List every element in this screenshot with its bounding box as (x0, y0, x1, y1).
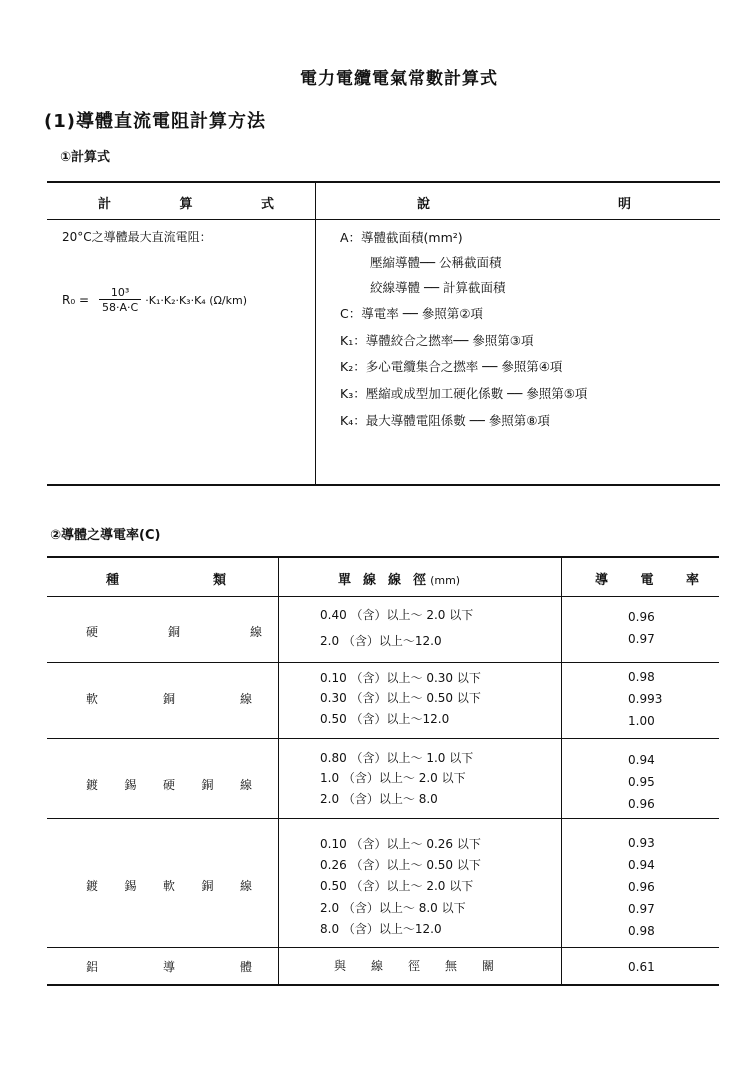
diameter-range: 0.10 （含）以上～ 0.30 以下 (320, 671, 481, 685)
diameter-range: 2.0 （含）以上～ 8.0 以下 (320, 901, 466, 915)
table2-column-divider (278, 558, 279, 984)
formula-numerator: 10³ (110, 286, 130, 299)
type-tinned-hard-copper-wire: 鍍 錫 硬 銅 線 (86, 778, 252, 792)
section-1-title: (1)導體直流電阻計算方法 (44, 111, 266, 132)
diameter-range: 0.30 （含）以上～ 0.50 以下 (320, 691, 481, 705)
description-line: K₄：最大導體電阻係數 ── 參照第⑧項 (340, 413, 550, 428)
formula-lhs: R₀ = (62, 293, 90, 307)
conductivity-value: 0.96 (628, 880, 655, 894)
table1-header-description: 說 明 (417, 197, 631, 212)
table2-column-divider (561, 558, 562, 984)
diameter-independent: 與 線 徑 無 關 (334, 959, 494, 973)
conductivity-value: 0.94 (628, 753, 655, 767)
table2-top-border (47, 556, 719, 558)
conductivity-value: 0.95 (628, 775, 655, 789)
diameter-range: 0.26 （含）以上～ 0.50 以下 (320, 858, 481, 872)
table2-row-divider (47, 662, 719, 663)
description-line: A：導體截面積(mm²) (340, 230, 463, 245)
diameter-range: 0.40 （含）以上～ 2.0 以下 (320, 608, 474, 622)
diameter-range: 8.0 （含）以上～12.0 (320, 922, 442, 936)
diameter-range: 0.50 （含）以上～ 2.0 以下 (320, 879, 474, 893)
table2-header-conductivity: 導 電 率 (595, 573, 699, 588)
diameter-range: 1.0 （含）以上～ 2.0 以下 (320, 771, 466, 785)
type-hard-copper-wire: 硬 銅 線 (86, 625, 262, 639)
conductivity-value: 0.993 (628, 692, 663, 706)
conductivity-value: 0.93 (628, 836, 655, 850)
type-aluminum-conductor: 鋁 導 體 (86, 960, 252, 974)
conductivity-value: 0.98 (628, 924, 655, 938)
subsection-1-label: ①計算式 (60, 150, 111, 165)
description-line: K₃：壓縮或成型加工硬化係數 ── 參照第⑤項 (340, 386, 588, 401)
conductivity-value: 0.96 (628, 610, 655, 624)
table2-row-divider (47, 818, 719, 819)
formula-denominator: 58·A·C (99, 299, 141, 314)
description-line: K₁：導體絞合之撚率── 參照第③項 (340, 333, 534, 348)
table2-row-divider (47, 738, 719, 739)
diameter-range: 2.0 （含）以上～12.0 (320, 634, 442, 648)
description-line: C：導電率 ── 參照第②項 (340, 306, 483, 321)
conductivity-value: 0.94 (628, 858, 655, 872)
type-soft-copper-wire: 軟 銅 線 (86, 692, 252, 706)
diameter-range: 0.80 （含）以上～ 1.0 以下 (320, 751, 474, 765)
type-tinned-soft-copper-wire: 鍍 錫 軟 銅 線 (86, 879, 252, 893)
table2-header-type: 種 類 (106, 573, 226, 588)
conductivity-value: 0.97 (628, 902, 655, 916)
conductivity-value: 0.97 (628, 632, 655, 646)
description-line: K₂：多心電纜集合之撚率 ── 參照第④項 (340, 359, 563, 374)
description-line: 絞線導體 ── 計算截面積 (370, 280, 506, 295)
table2-row-divider (47, 947, 719, 948)
table1-header-divider (47, 219, 720, 220)
table2-row-divider (47, 596, 719, 597)
diameter-range: 2.0 （含）以上～ 8.0 (320, 792, 438, 806)
resistance-formula (62, 286, 247, 314)
table2-bottom-border (47, 984, 719, 986)
conductivity-value: 0.61 (628, 960, 655, 974)
subsection-2-label: ②導體之導電率(C) (50, 528, 161, 543)
table1-bottom-border (47, 484, 720, 486)
formula-rhs: ·K₁·K₂·K₃·K₄ (Ω/km) (145, 293, 247, 307)
diameter-range: 0.50 （含）以上～12.0 (320, 712, 450, 726)
conductivity-value: 0.98 (628, 670, 655, 684)
conductivity-value: 1.00 (628, 714, 655, 728)
formula-fraction (99, 286, 141, 314)
page-title: 電力電纜電氣常數計算式 (300, 69, 498, 89)
description-line: 壓縮導體── 公稱截面積 (370, 255, 502, 270)
diameter-range: 0.10 （含）以上～ 0.26 以下 (320, 837, 481, 851)
table1-header-formula: 計 算 式 (98, 197, 274, 212)
table1-top-border (47, 181, 720, 183)
formula-caption: 20°C之導體最大直流電阻： (62, 230, 212, 244)
table1-column-divider (315, 183, 316, 484)
table2-header-diameter: 單 線 線 徑 (mm) (338, 573, 461, 588)
conductivity-value: 0.96 (628, 797, 655, 811)
